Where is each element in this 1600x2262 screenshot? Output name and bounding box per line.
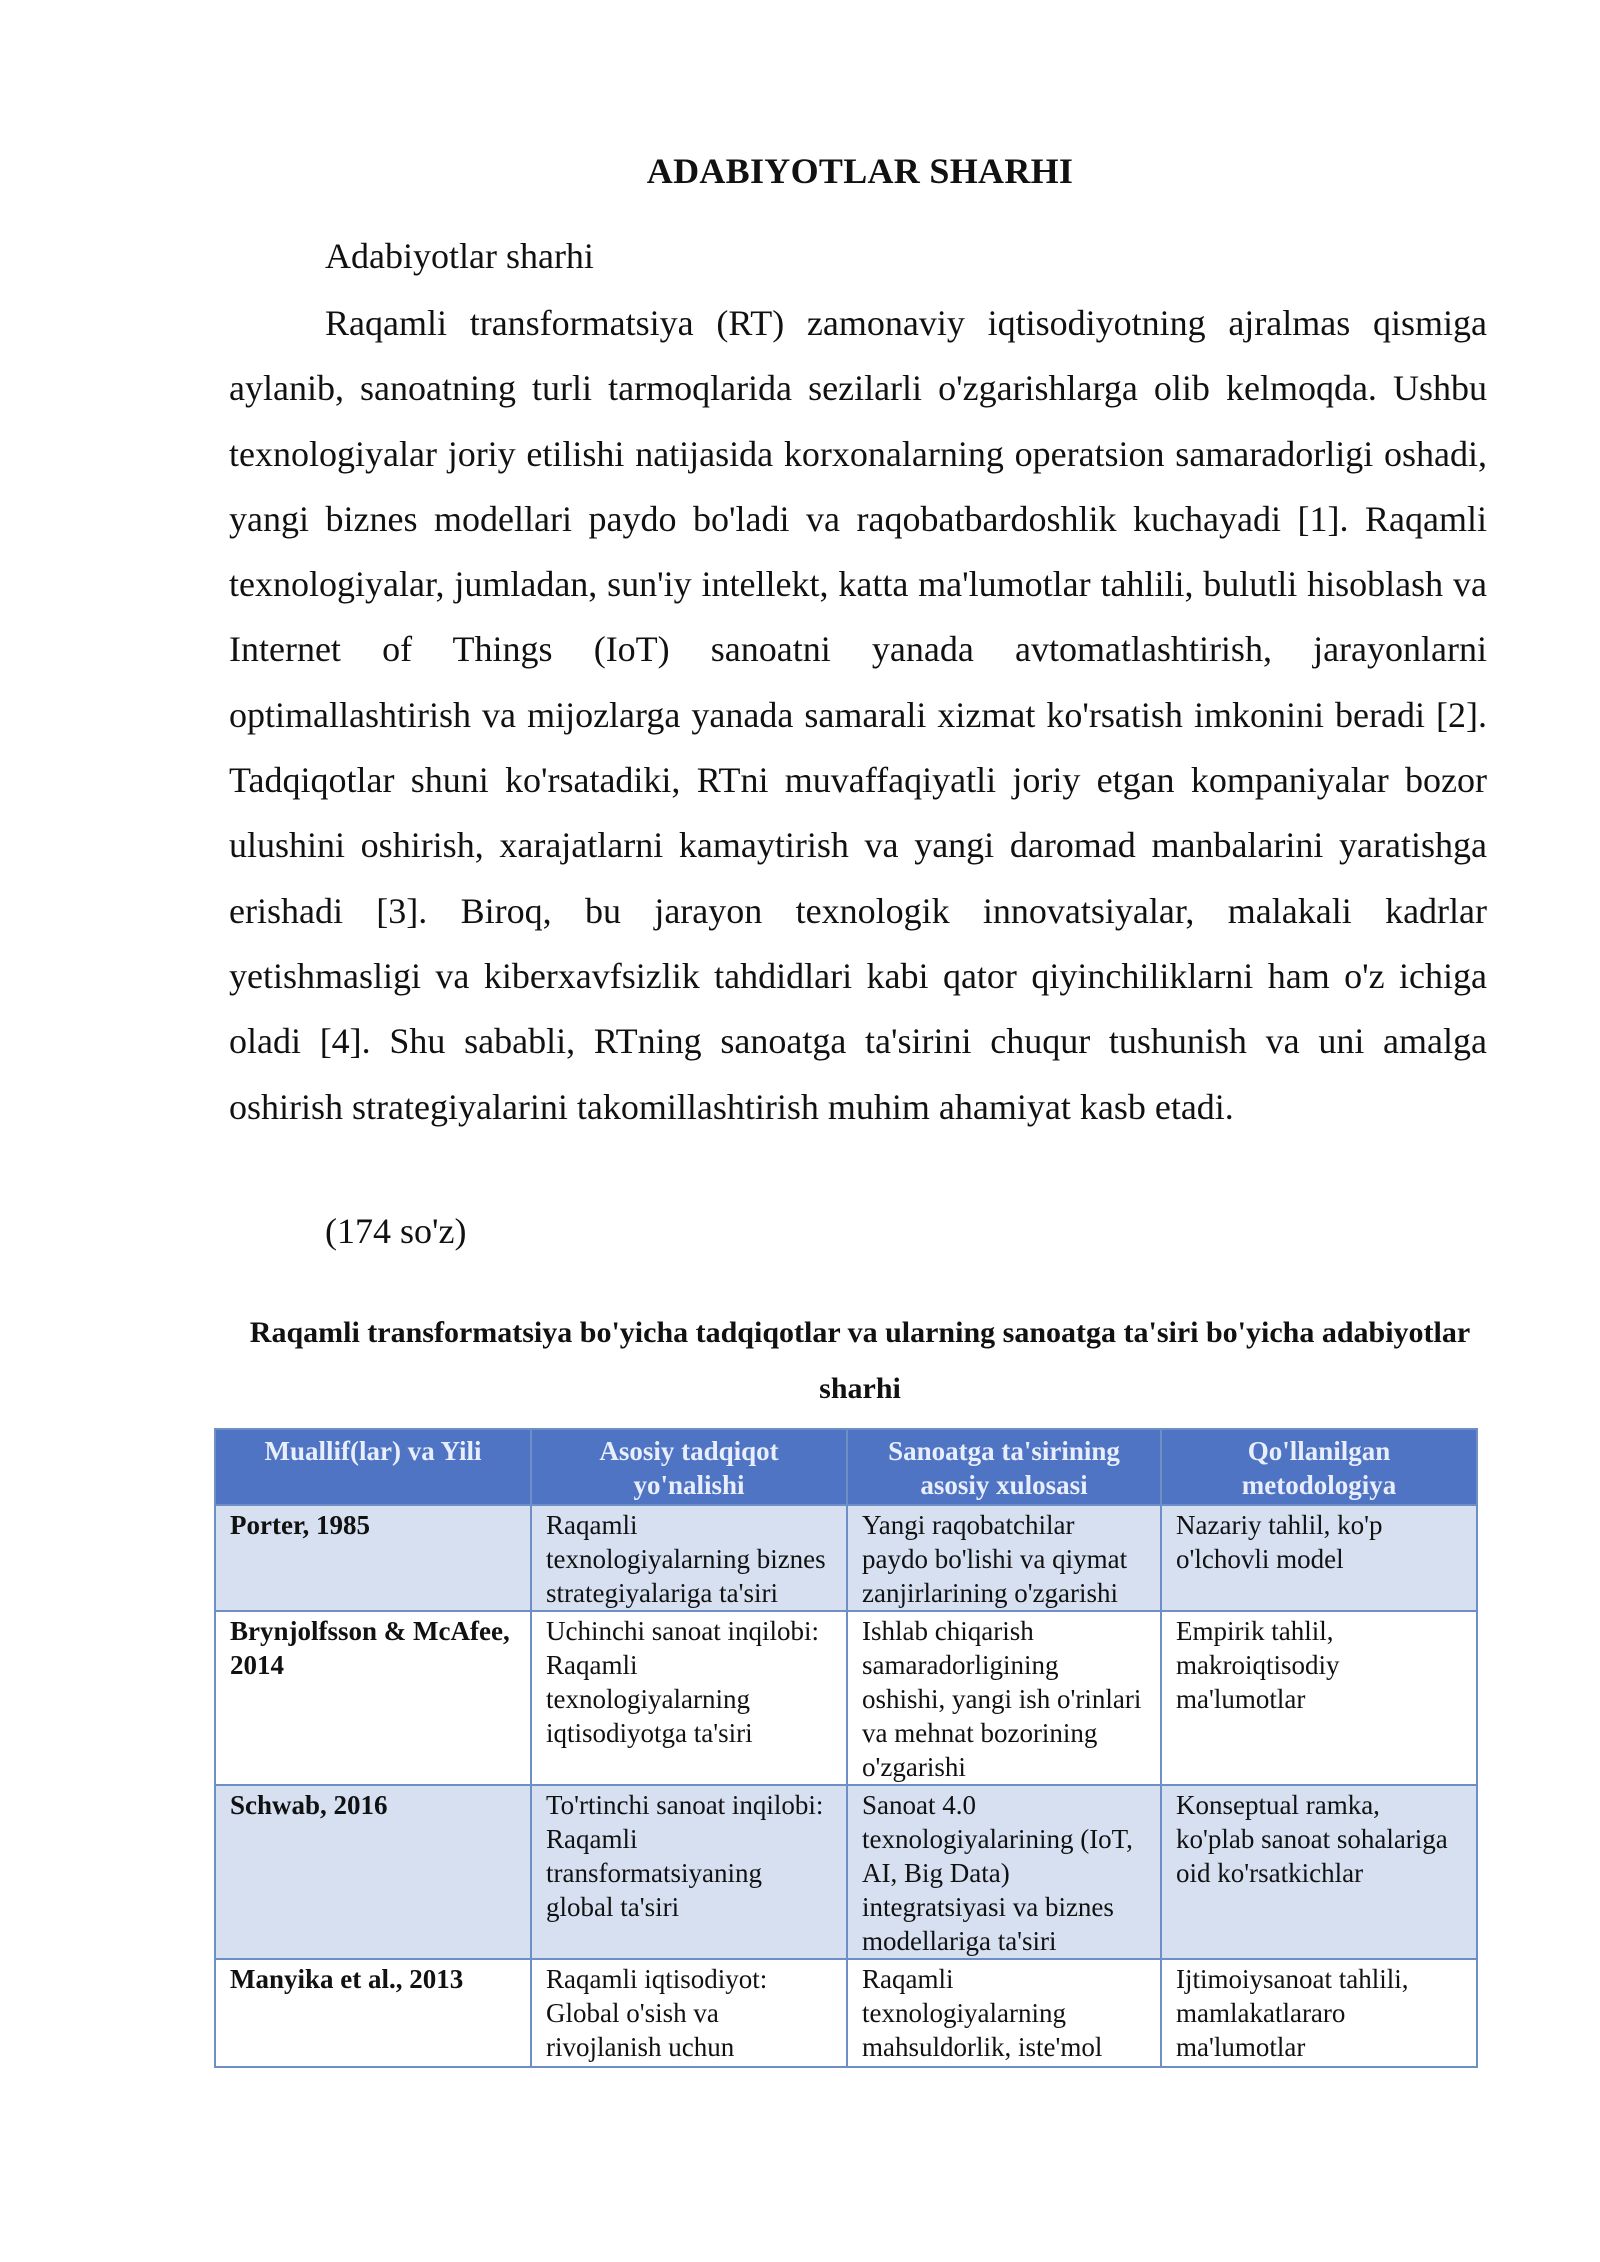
table-row: [215, 1505, 1477, 1611]
table-cell: Konseptual ramka, ko'plab sanoat sohalariga oid ko'rsatkichlar: [1161, 1785, 1477, 1959]
cell-text: Manyika et al., 2013: [230, 1964, 464, 1994]
literature-table: [214, 1428, 1478, 2068]
table-caption: Raqamli transformatsiya bo'yicha tadqiqotlar va ularning sanoatga ta'siri bo'yicha adabiyotlar sharhi: [249, 1316, 1471, 1405]
table-cell: Ishlab chiqarish samaradorligining oshishi, yangi ish o'rinlari va mehnat bozorining o'zgarishi: [847, 1611, 1161, 1785]
table-row: [215, 1611, 1477, 1785]
table-cell: Uchinchi sanoat inqilobi: Raqamli texnologiyalarning iqtisodiyotga ta'siri: [531, 1611, 847, 1785]
column-header-conclusion: Sanoatga ta'sirining asosiy xulosasi: [847, 1429, 1161, 1505]
column-header-methodology: Qo'llanilgan metodologiya: [1161, 1429, 1477, 1505]
table-row: [215, 1959, 1477, 2067]
table-cell: [531, 1959, 847, 2067]
column-header-author: Muallif(lar) va Yili: [215, 1429, 531, 1505]
table-cell-author: Porter, 1985: [215, 1505, 531, 1611]
table-header-row: [215, 1429, 1477, 1505]
table-cell: [847, 1959, 1161, 2067]
table-cell-author: Brynjolfsson & McAfee, 2014: [215, 1611, 531, 1785]
table-cell-author: [215, 1959, 531, 2067]
table-cell: Nazariy tahlil, ko'p o'lchovli model: [1161, 1505, 1477, 1611]
table-cell: Empirik tahlil, makroiqtisodiy ma'lumotlar: [1161, 1611, 1477, 1785]
table-cell: [1161, 1959, 1477, 2067]
cell-text: Raqamli iqtisodiyot: Global o'sish va rivojlanish uchun: [546, 1964, 768, 2062]
section-heading: ADABIYOTLAR SHARHI: [646, 151, 1074, 191]
table-cell: Sanoat 4.0 texnologiyalarining (IoT, AI, Big Data) integratsiyasi va biznes modellariga ta'siri: [847, 1785, 1161, 1959]
cell-text: Ijtimoiysanoat tahlili, mamlakatlararo ma'lumotlar: [1176, 1964, 1409, 2062]
word-count: (174 so'z): [325, 1211, 467, 1251]
table-cell: To'rtinchi sanoat inqilobi: Raqamli transformatsiyaning global ta'siri: [531, 1785, 847, 1959]
table-cell: Yangi raqobatchilar paydo bo'lishi va qiymat zanjirlarining o'zgarishi: [847, 1505, 1161, 1611]
cell-text: Raqamli texnologiyalarning mahsuldorlik, iste'mol: [862, 1964, 1103, 2062]
table-row: [215, 1785, 1477, 1959]
column-header-direction: Asosiy tadqiqot yo'nalishi: [531, 1429, 847, 1505]
table-cell-author: Schwab, 2016: [215, 1785, 531, 1959]
subsection-title: Adabiyotlar sharhi: [325, 236, 594, 276]
table-cell: Raqamli texnologiyalarning biznes strategiyalariga ta'siri: [531, 1505, 847, 1611]
body-paragraph: Raqamli transformatsiya (RT) zamonaviy iqtisodiyotning ajralmas qismiga aylanib, sanoatning turli tarmoqlarida sezilarli o'zgarishlarga olib kelmoqda. Ushbu texnologiyalar joriy etilishi natijasida korxonalarning operatsion samaradorligi oshadi, yangi biznes modellari paydo bo'ladi va raqobatbardoshlik kuchayadi [1]. Raqamli texnologiyalar, jumladan, sun'iy intellekt, katta ma'lumotlar tahlili, bulutli hisoblash va Internet of Things (IoT) sanoatni yanada avtomatlashtirish, jarayonlarni optimallashtirish va mijozlarga yanada samarali xizmat ko'rsatish imkonini beradi [2]. Tadqiqotlar shuni ko'rsatadiki, RTni muvaffaqiyatli joriy etgan kompaniyalar bozor ulushini oshirish, xarajatlarni kamaytirish va yangi daromad manbalarini yaratishga erishadi [3]. Biroq, bu jarayon texnologik innovatsiyalar, malakali kadrlar yetishmasligi va kiberxavfsizlik tahdidlari kabi qator qiyinchiliklarni ham o'z ichiga oladi [4]. Shu sababli, RTning sanoatga ta'sirini chuqur tushunish va uni amalga oshirish strategiyalarini takomillashtirish muhim ahamiyat kasb etadi.: [229, 303, 1487, 1127]
